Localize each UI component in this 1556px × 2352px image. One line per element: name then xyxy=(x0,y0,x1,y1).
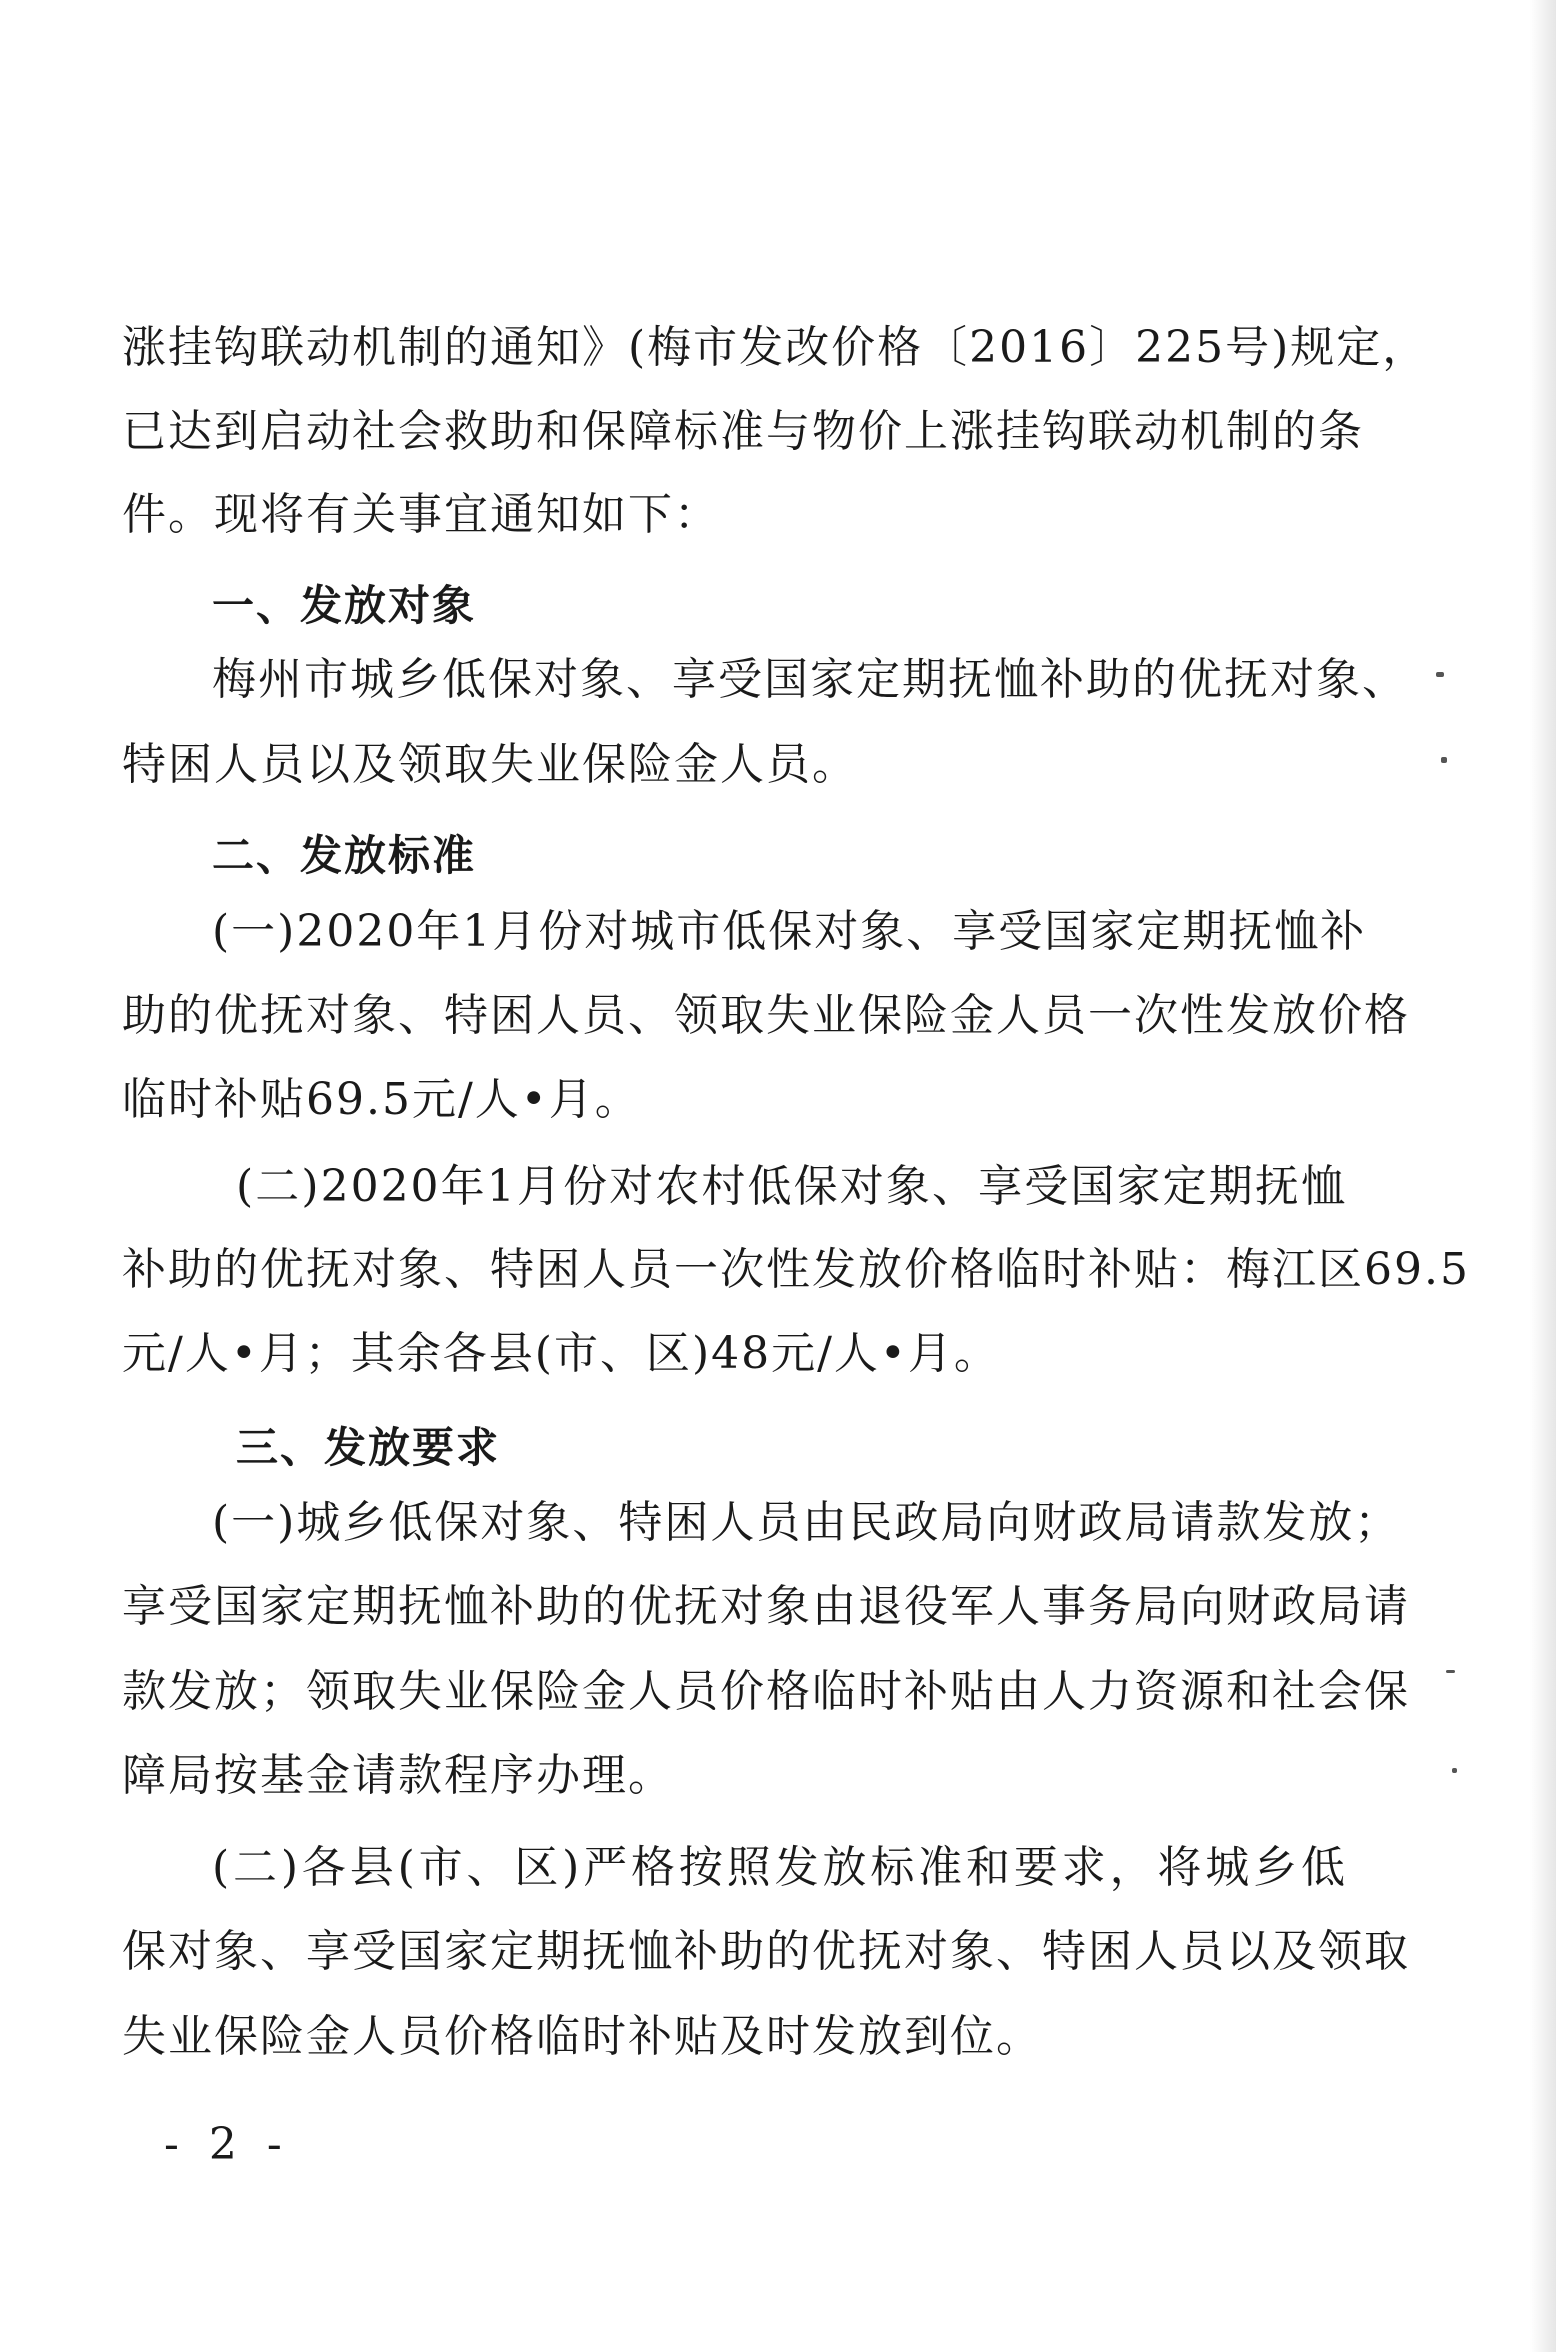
body-line-12: 补助的优抚对象、特困人员一次性发放价格临时补贴：梅江区69.5 xyxy=(122,1244,1470,1295)
body-line-10: 临时补贴69.5元/人•月。 xyxy=(122,1074,641,1125)
body-line-18: 障局按基金请款程序办理。 xyxy=(122,1750,674,1801)
body-line-20: 保对象、享受国家定期抚恤补助的优抚对象、特困人员以及领取 xyxy=(122,1926,1410,1977)
body-line-8: (一)2020年1月份对城市低保对象、享受国家定期抚恤补 xyxy=(212,906,1367,957)
body-line-5: 梅州市城乡低保对象、享受国家定期抚恤补助的优抚对象、 xyxy=(212,654,1408,705)
body-line-1: 涨挂钩联动机制的通知》(梅市发改价格〔2016〕225号)规定， xyxy=(122,322,1429,373)
body-line-15: (一)城乡低保对象、特困人员由民政局向财政局请款发放； xyxy=(212,1497,1401,1548)
scan-speck xyxy=(1452,1768,1457,1773)
scan-speck xyxy=(1446,1670,1455,1673)
section-heading-1: 一、发放对象 xyxy=(212,581,477,630)
section-heading-2: 二、发放标准 xyxy=(212,831,477,880)
body-line-9: 助的优抚对象、特困人员、领取失业保险金人员一次性发放价格 xyxy=(122,990,1410,1041)
body-line-2: 已达到启动社会救助和保障标准与物价上涨挂钩联动机制的条 xyxy=(122,406,1364,457)
page-number: - 2 - xyxy=(164,2119,290,2170)
scan-speck xyxy=(1436,672,1444,677)
scan-speck xyxy=(1441,757,1447,763)
body-line-11: (二)2020年1月份对农村低保对象、享受国家定期抚恤 xyxy=(236,1161,1347,1212)
body-line-3: 件。现将有关事宜通知如下： xyxy=(122,489,720,540)
body-line-19: (二)各县(市、区)严格按照发放标准和要求，将城乡低 xyxy=(212,1842,1347,1893)
body-line-16: 享受国家定期抚恤补助的优抚对象由退役军人事务局向财政局请 xyxy=(122,1581,1410,1632)
page-edge-shadow xyxy=(1530,0,1556,2352)
section-heading-3: 三、发放要求 xyxy=(236,1423,501,1472)
body-line-6: 特困人员以及领取失业保险金人员。 xyxy=(122,739,858,790)
body-line-21: 失业保险金人员价格临时补贴及时发放到位。 xyxy=(122,2011,1042,2062)
body-line-13: 元/人•月；其余各县(市、区)48元/人•月。 xyxy=(122,1328,1000,1379)
body-line-17: 款发放；领取失业保险金人员价格临时补贴由人力资源和社会保 xyxy=(122,1666,1410,1717)
